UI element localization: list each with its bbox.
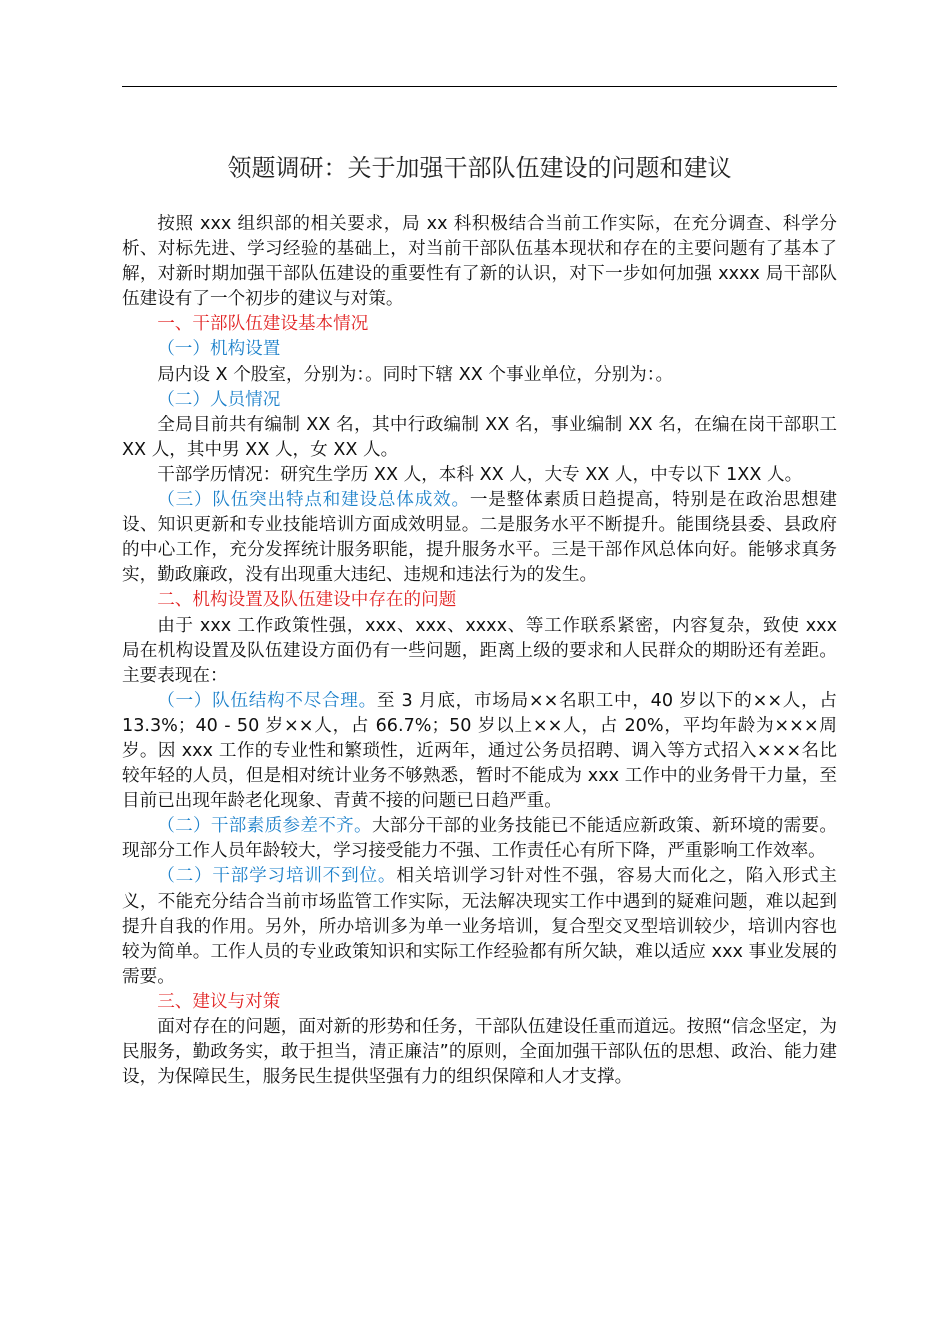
paragraph: 由于 xxx 工作政策性强，xxx、xxx、xxxx、等工作联系紧密，内容复杂，致使 xxx 局在机构设置及队伍建设方面仍有一些问题，距离上级的要求和人民群众的期盼还有差距。主要表现在： [122, 615, 837, 686]
document-title: 领题调研：关于加强干部队伍建设的问题和建议 [227, 154, 732, 182]
inline-heading: （三）队伍突出特点和建设总体成效。 [157, 490, 470, 511]
subsection-heading: （二）人员情况 [157, 389, 281, 410]
paragraph: （二）干部学习培训不到位。相关培训学习针对性不强，容易大而化之，陷入形式主义，不能充分结合当前市场监管工作实际，无法解决现实工作中遇到的疑难问题，难以起到提升自我的作用。另外，所办培训多为单一业务培训，复合型交叉型培训较少，培训内容也较为简单。工作人员的专业政策知识和实际工作经验都有所欠缺，难以适应 xxx 事业发展的需要。 [122, 866, 837, 987]
inline-heading: （二）干部学习培训不到位。 [157, 866, 397, 887]
document-body [122, 212, 837, 1090]
paragraph: 全局目前共有编制 XX 名，其中行政编制 XX 名，事业编制 XX 名，在编在岗干部职工 XX 人，其中男 XX 人，女 XX 人。 [122, 414, 837, 460]
subsection-heading: （一）机构设置 [157, 339, 281, 360]
section-heading: 三、建议与对策 [157, 991, 281, 1012]
inline-heading: （一）队伍结构不尽合理。 [157, 690, 377, 711]
section-heading: 一、干部队伍建设基本情况 [157, 314, 369, 335]
paragraph: 局内设 X 个股室，分别为：。同时下辖 XX 个事业单位，分别为：。 [157, 364, 674, 385]
section-heading: 二、机构设置及队伍建设中存在的问题 [157, 590, 457, 611]
header-rule [122, 86, 837, 87]
paragraph: （一）队伍结构不尽合理。至 3 月底，市场局××名职工中，40 岁以下的××人，占 13.3%；40 - 50 岁××人，占 66.7%；50 岁以上××人，占 20%，平均年龄为×××周岁。因 xxx 工作的专业性和繁琐性，近两年，通过公务员招聘、调入等方式招入×××名比较年轻的人员，但是相对统计业务不够熟悉，暂时不能成为 xxx 工作中的业务骨干力量，至目前已出现年龄老化现象、青黄不接的问题已日趋严重。 [122, 690, 838, 812]
paragraph: （三）队伍突出特点和建设总体成效。一是整体素质日趋提高，特别是在政治思想建设、知识更新和专业技能培训方面成效明显。二是服务水平不断提升。能围绕县委、县政府的中心工作，充分发挥统计服务职能，提升服务水平。三是干部作风总体向好。能够求真务实，勤政廉政，没有出现重大违纪、违规和违法行为的发生。 [122, 490, 837, 586]
paragraph: （二）干部素质参差不齐。大部分干部的业务技能已不能适应新政策、新环境的需要。现部分工作人员年龄较大，学习接受能力不强、工作责任心有所下降，严重影响工作效率。 [122, 816, 837, 862]
inline-heading: （二）干部素质参差不齐。 [157, 816, 372, 837]
paragraph: 按照 xxx 组织部的相关要求，局 xx 科积极结合当前工作实际，在充分调查、科学分析、对标先进、学习经验的基础上，对当前干部队伍基本现状和存在的主要问题有了基本了解，对新时期加强干部队伍建设的重要性有了新的认识，对下一步如何加强 xxxx 局干部队伍建设有了一个初步的建议与对策。 [122, 214, 837, 310]
paragraph: 干部学历情况：研究生学历 XX 人，本科 XX 人，大专 XX 人，中专以下 1XX 人。 [157, 464, 803, 485]
paragraph: 面对存在的问题，面对新的形势和任务，干部队伍建设任重而道远。按照“信念坚定，为民服务，勤政务实，敢于担当，清正廉洁”的原则，全面加强干部队伍的思想、政治、能力建设，为保障民生，服务民生提供坚强有力的组织保障和人才支撑。 [122, 1017, 837, 1088]
